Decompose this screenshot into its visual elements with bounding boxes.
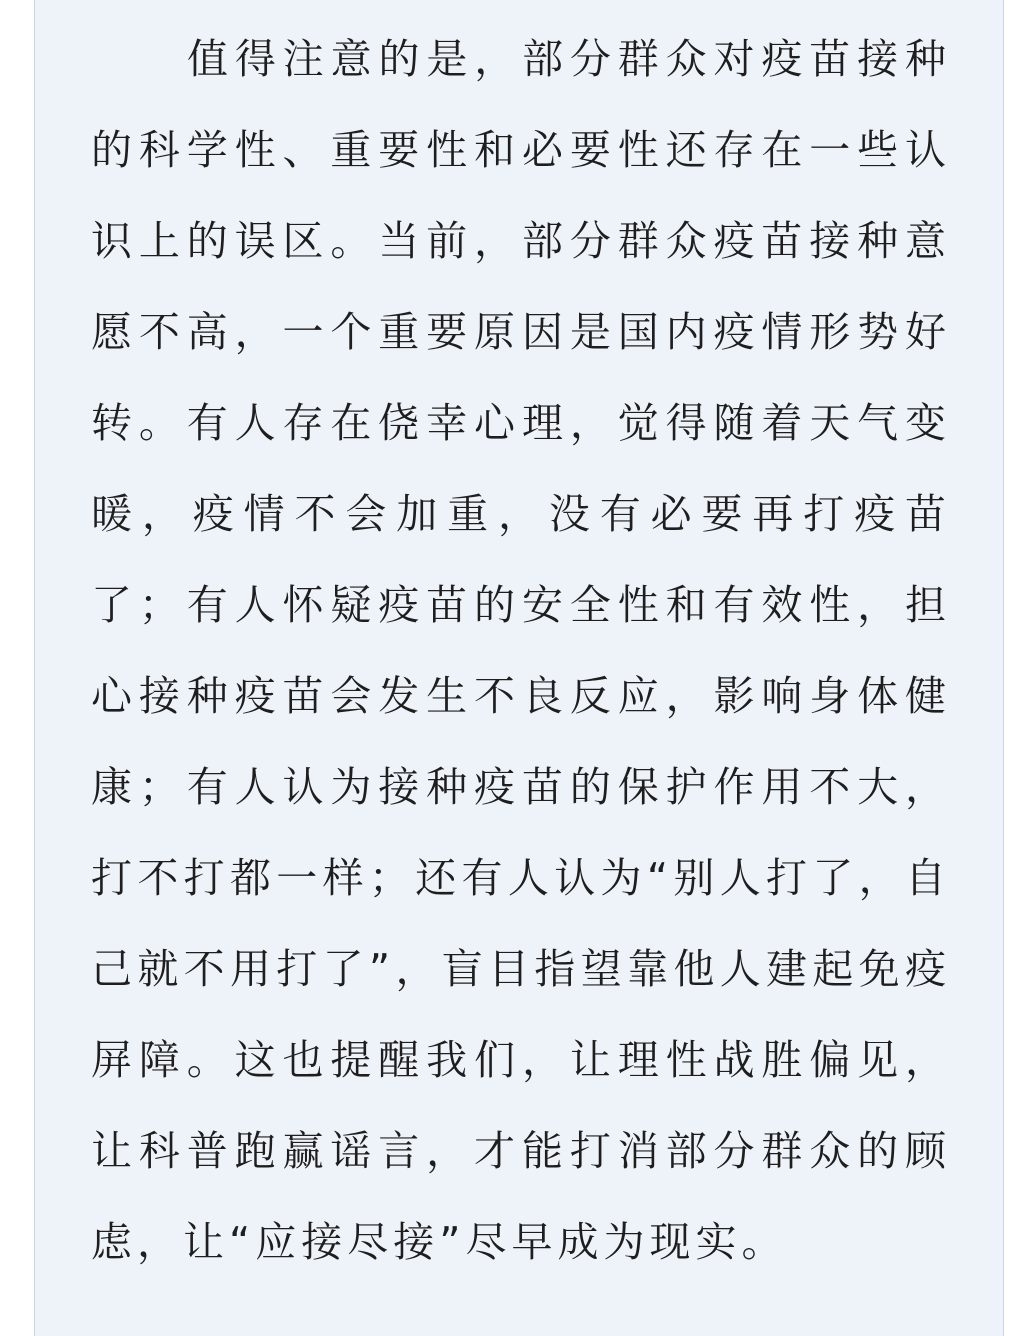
article-paragraph: 值得注意的是，部分群众对疫苗接种的科学性、重要性和必要性还存在一些认识上的误区。当前，部分群众疫苗接种意愿不高，一个重要原因是国内疫情形势好转。有人存在侥幸心理，觉得随着天气变暖，疫情不会加重，没有必要再打疫苗了；有人怀疑疫苗的安全性和有效性，担心接种疫苗会发生不良反应，影响身体健康；有人认为接种疫苗的保护作用不大，打不打都一样；还有人认为“别人打了，自己就不用打了”，盲目指望靠他人建起免疫屏障。这也提醒我们，让理性战胜偏见，让科普跑赢谣言，才能打消部分群众的顾虑，让“应接尽接”尽早成为现实。: [91, 35, 951, 1266]
article-panel: [34, 0, 1004, 1336]
